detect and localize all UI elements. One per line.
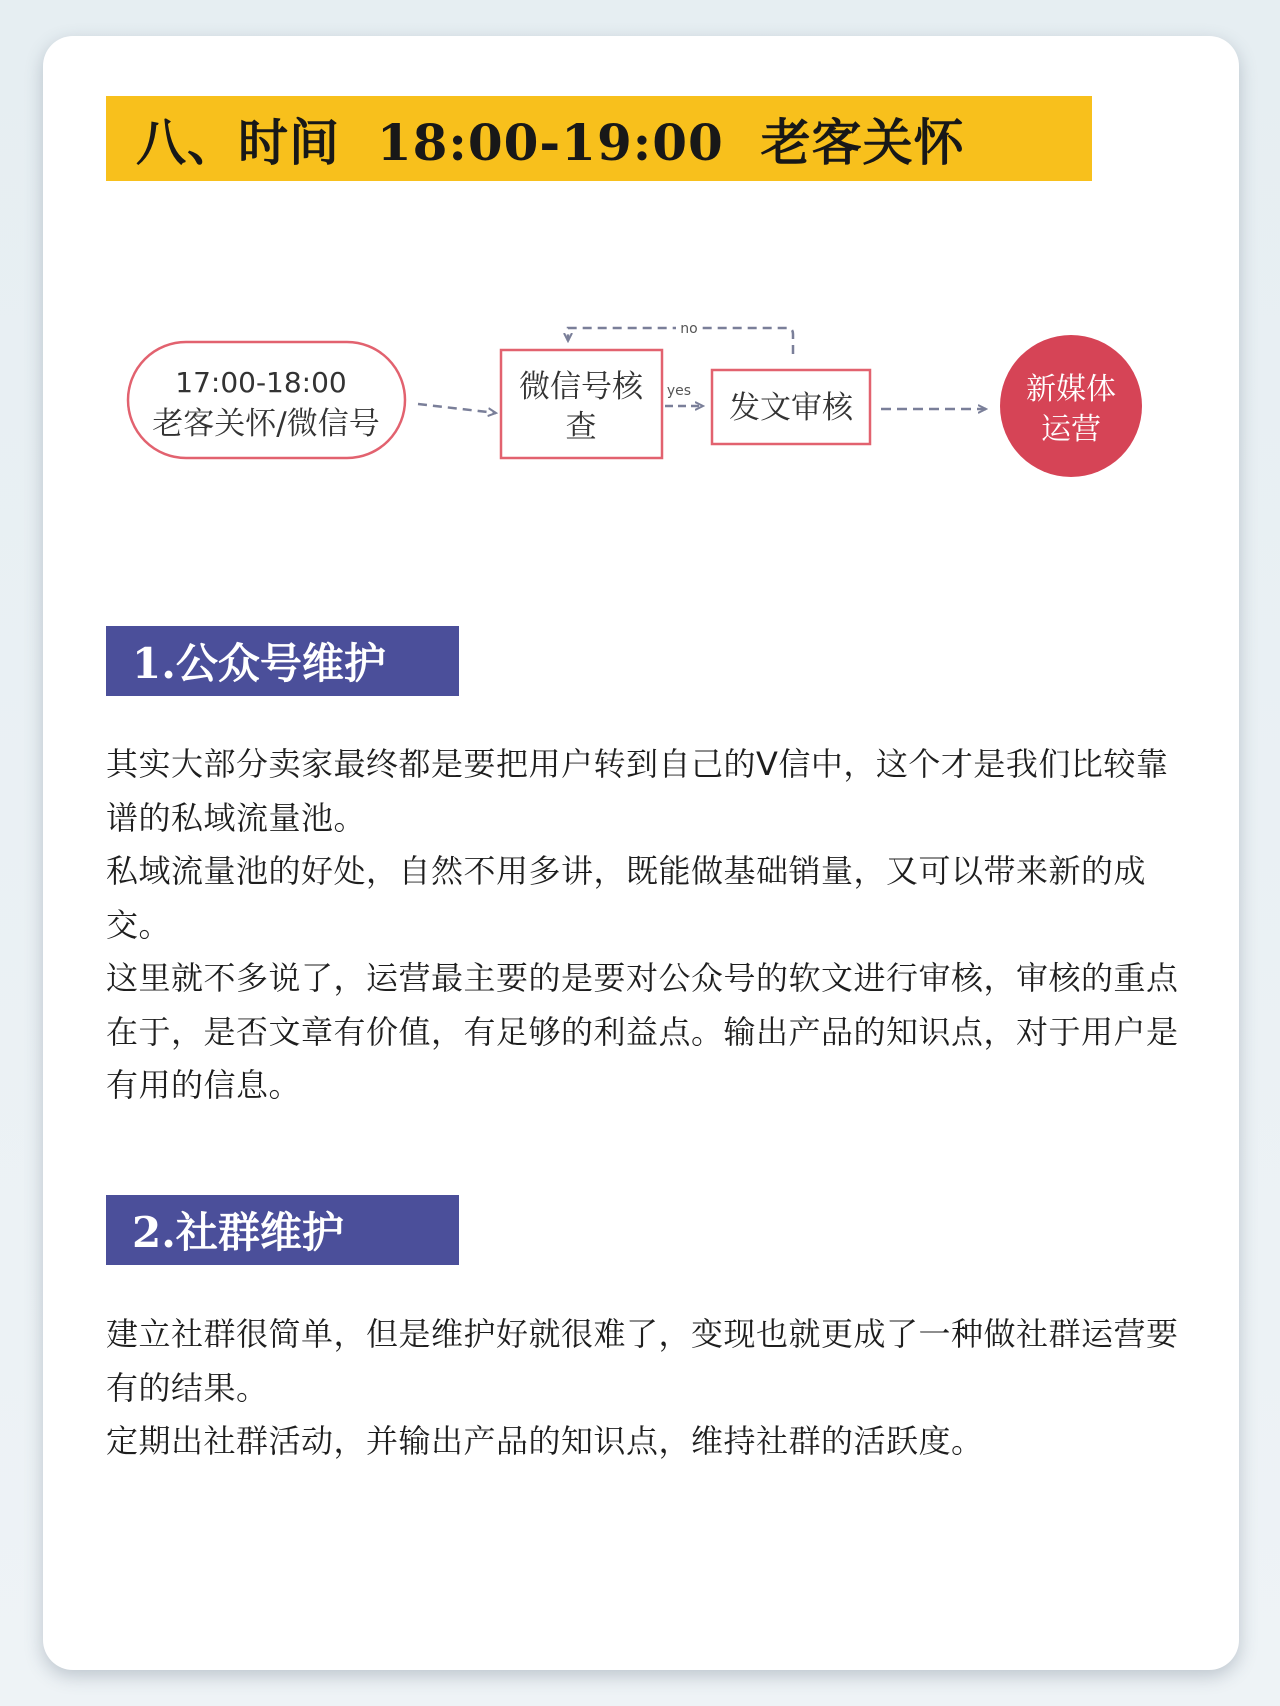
section-heading-bar [106,626,459,696]
flow-arrow-1 [418,404,496,413]
paragraph: 建立社群很简单，但是维护好就很难了，变现也就更成了一种做社群运营要有的结果。 [106,1315,1179,1407]
section-heading: 2.社群维护 [132,1208,344,1257]
paragraph: 私域流量池的好处，自然不用多讲，既能做基础销量，又可以带来新的成交。 [106,852,1147,944]
flow-end-label-line2: 运营 [1041,412,1101,447]
flow-step-wechat-check-line1: 微信号核 [519,369,643,405]
paragraph: 其实大部分卖家最终都是要把用户转到自己的V信中，这个才是我们比较靠谱的私域流量池。 [106,745,1169,837]
content-card [43,36,1239,1670]
page-title: 八、时间 18:00-19:00 老客关怀 [136,112,965,172]
flow-step-article-review-label: 发文审核 [729,390,853,426]
flow-step-wechat-check-line2: 查 [565,409,597,445]
flow-start-label: 老客关怀/微信号 [152,406,380,442]
flowchart [43,36,1239,556]
section-heading-bar [106,1195,459,1265]
flow-label-yes: yes [666,383,692,399]
flow-end-label-line1: 新媒体 [1026,372,1116,407]
flow-label-no: no [680,321,698,337]
paragraph: 定期出社群活动，并输出产品的知识点，维持社群的活跃度。 [106,1422,984,1460]
flow-start-time: 17:00-18:00 [175,366,347,399]
section-body [106,738,1181,1113]
section-body [106,1308,1181,1469]
paragraph: 这里就不多说了，运营最主要的是要对公众号的软文进行审核，审核的重点在于，是否文章有价值，有足够的利益点。输出产品的知识点，对于用户是有用的信息。 [106,959,1179,1104]
section-heading: 1.公众号维护 [132,639,386,688]
